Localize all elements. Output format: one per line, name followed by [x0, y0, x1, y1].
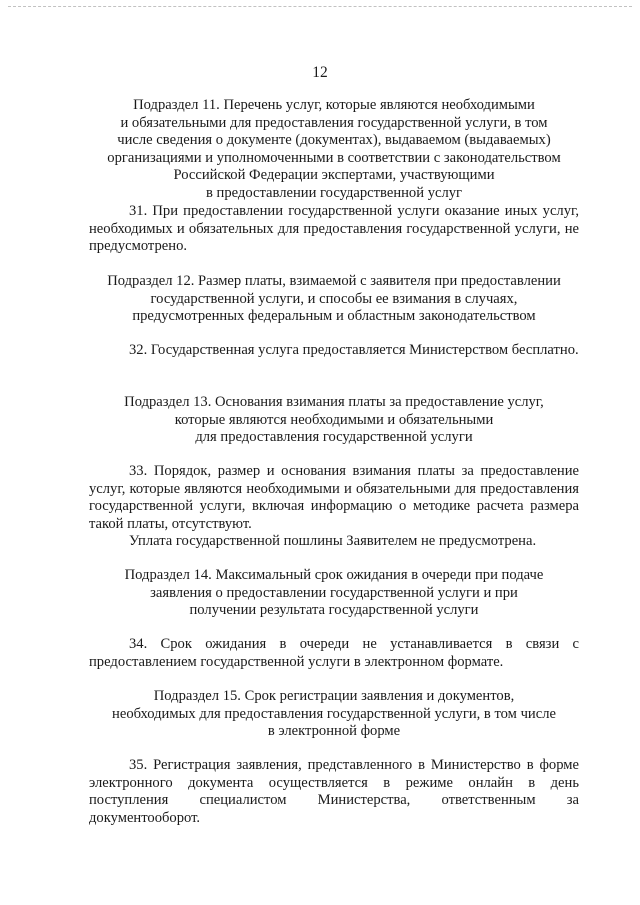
heading-line: государственной услуги, и способы ее взимания в случаях, — [150, 290, 518, 307]
paragraph-34: 34. Срок ожидания в очереди не устанавливается в связи с предоставлением государственной услуги в электронном формате. — [89, 636, 579, 670]
scan-top-edge — [8, 6, 632, 7]
paragraph-33: 33. Порядок, размер и основания взимания платы за предоставление услуг, которые являются необходимыми и обязательными для предоставления государственной услуги, включая информацию о методике расчета размера такой платы, отсутствуют. — [89, 463, 579, 532]
section-heading-14 — [89, 567, 579, 620]
heading-line: числе сведения о документе (документах), выдаваемом (выдаваемых) — [117, 132, 551, 149]
heading-line: Подраздел 13. Основания взимания платы за предоставление услуг, — [124, 394, 544, 410]
heading-line: Подраздел 14. Максимальный срок ожидания в очереди при подаче — [124, 567, 544, 583]
heading-line: организациями и уполномоченными в соответствии с законодательством — [107, 149, 561, 166]
section-heading-12 — [89, 273, 579, 326]
page-number: 12 — [312, 64, 328, 81]
paragraph-32: 32. Государственная услуга предоставляется Министерством бесплатно. — [129, 342, 579, 358]
section-heading-15 — [89, 688, 579, 741]
heading-line: Подраздел 15. Срок регистрации заявления и документов, — [153, 688, 515, 704]
heading-line: заявления о предоставлении государственной услуги и при — [150, 584, 518, 601]
heading-line: для предоставления государственной услуги — [195, 429, 473, 446]
heading-line: получении результата государственной услуги — [189, 602, 479, 619]
section-heading-11 — [89, 97, 579, 203]
heading-line: Подраздел 11. Перечень услуг, которые являются необходимыми — [133, 97, 535, 113]
heading-line: которые являются необходимыми и обязательными — [174, 411, 494, 428]
paragraph-31: 31. При предоставлении государственной услуги оказание иных услуг, необходимых и обязательных для предоставления государственной услуги, не предусмотрено. — [89, 203, 579, 255]
heading-line: предусмотренных федеральным и областным законодательством — [132, 308, 536, 325]
heading-line: и обязательными для предоставления государственной услуги, в том — [120, 114, 548, 131]
paragraph-35: 35. Регистрация заявления, представленного в Министерство в форме электронного документа осуществляется в режиме онлайн в день поступления специалистом Министерства, ответственным за документооборот. — [89, 757, 579, 826]
paragraph-33-tax: Уплата государственной пошлины Заявителем не предусмотрена. — [129, 533, 537, 549]
heading-line: необходимых для предоставления государственной услуги, в том числе — [112, 705, 556, 722]
section-heading-13 — [89, 394, 579, 447]
heading-line: Подраздел 12. Размер платы, взимаемой с заявителя при предоставлении — [107, 273, 561, 289]
heading-line: в электронной форме — [267, 723, 401, 740]
heading-line: Российской Федерации экспертами, участвующими — [173, 167, 495, 184]
heading-line: в предоставлении государственной услуг — [205, 184, 463, 201]
